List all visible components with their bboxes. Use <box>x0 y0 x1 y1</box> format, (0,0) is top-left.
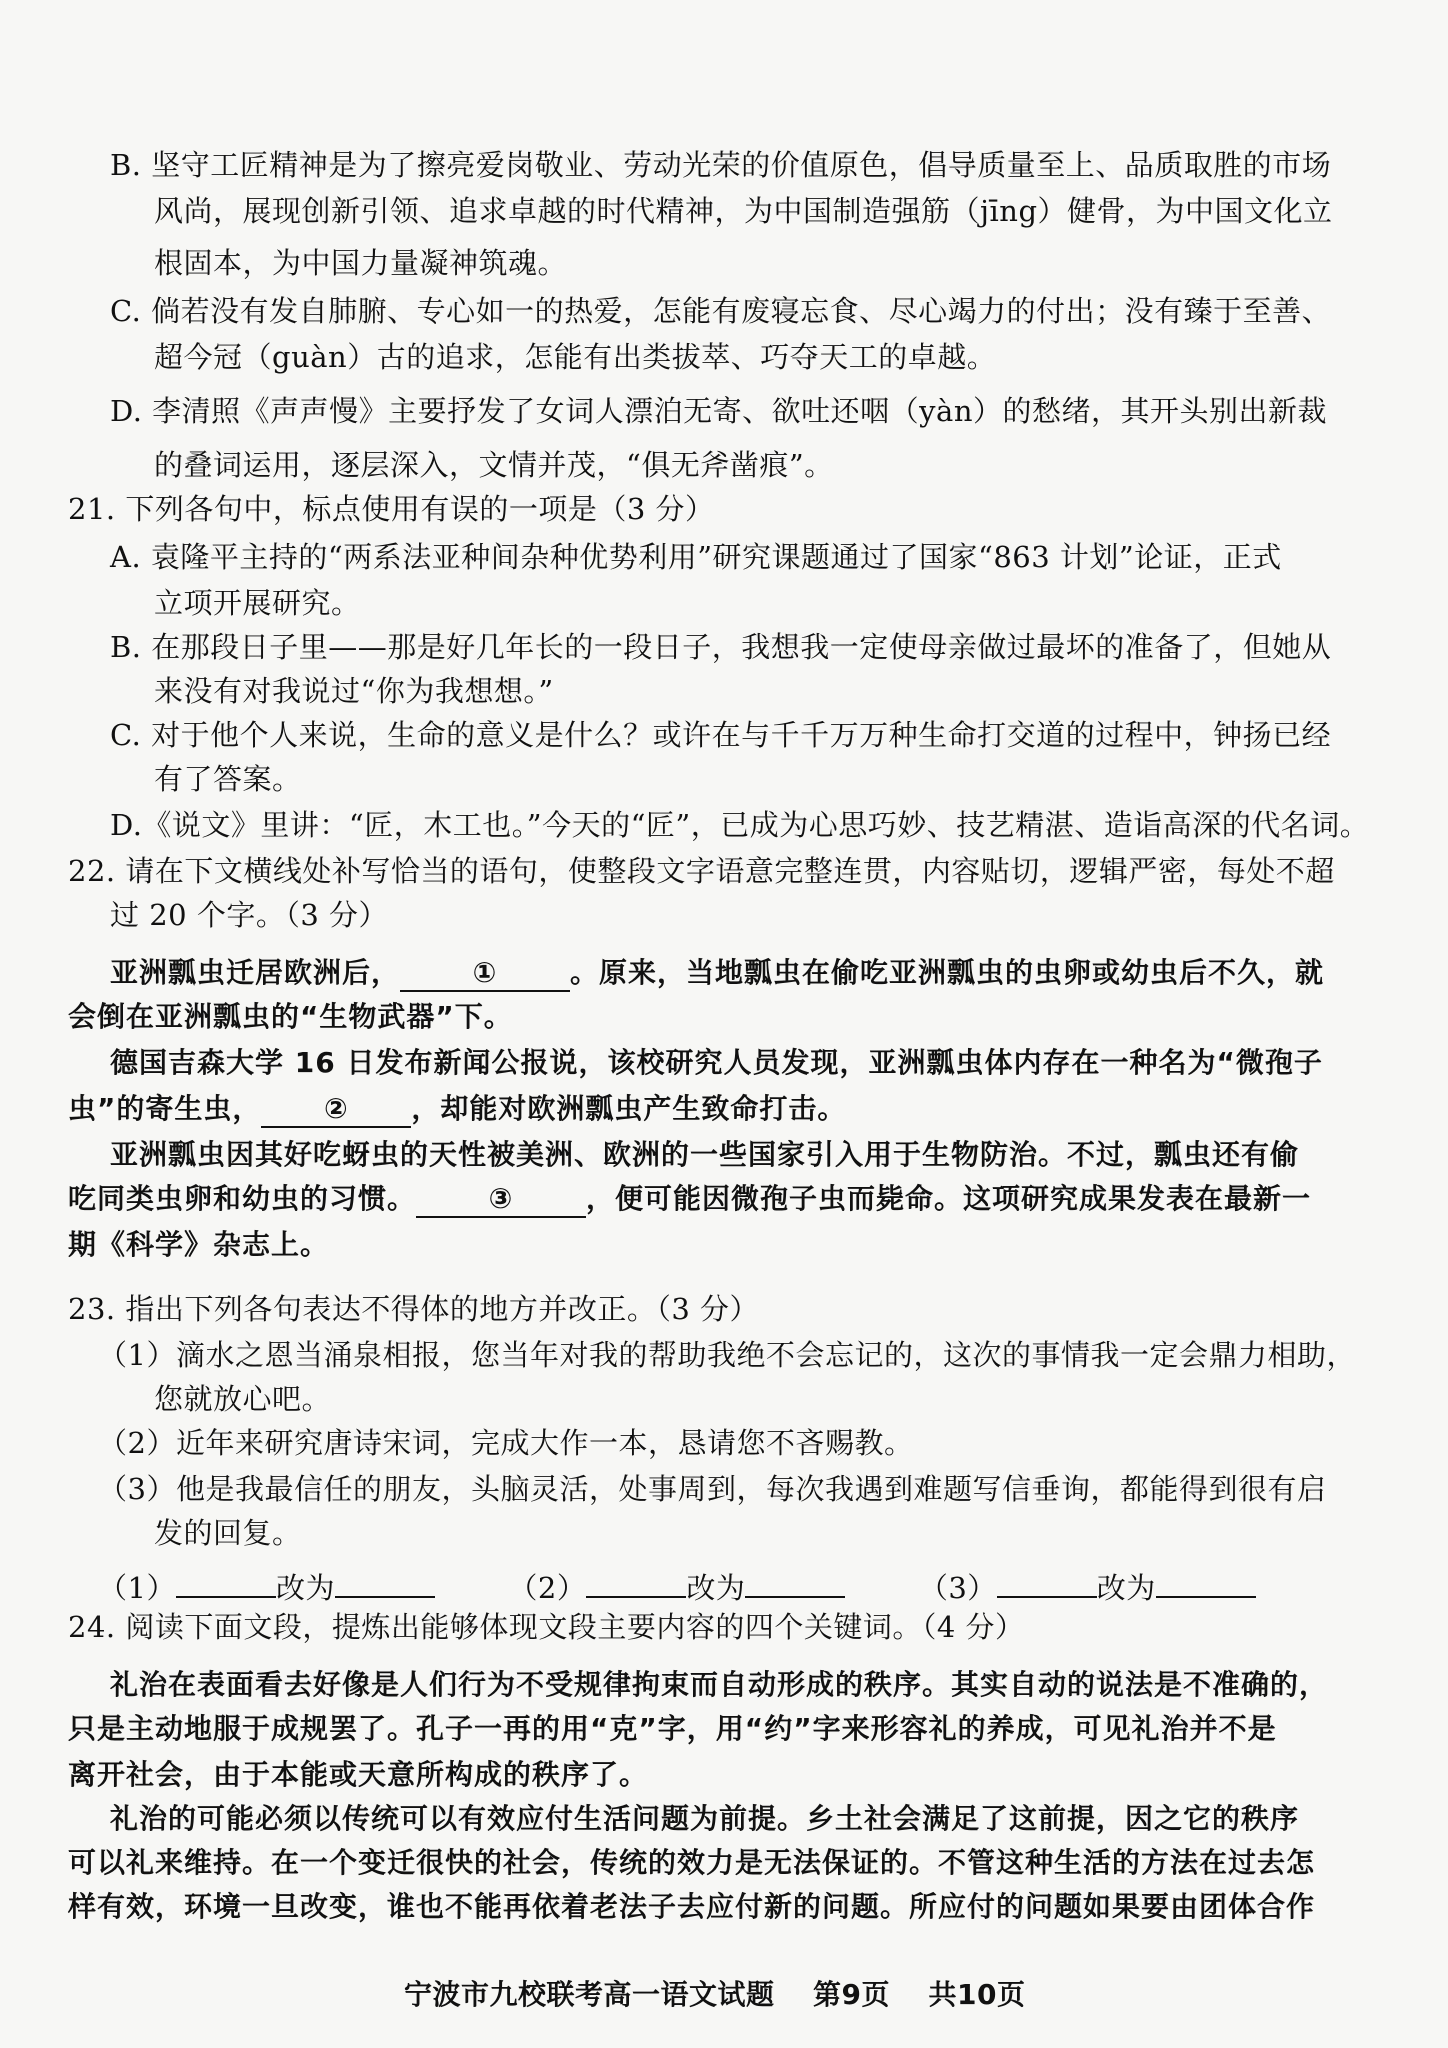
footer-exam-title: 宁波市九校联考高一语文试题 <box>404 1978 775 2011</box>
q22-blank-3[interactable]: ③ <box>416 1184 586 1218</box>
footer-page-number: 第9页 <box>813 1978 890 2011</box>
q20-option-b-line2: 风尚，展现创新引领、追求卓越的时代精神，为中国制造强筋（jīng）健骨，为中国文化立 <box>154 194 1333 228</box>
q24-stem: 24. 阅读下面文段，提炼出能够体现文段主要内容的四个关键词。（4 分） <box>68 1610 1025 1644</box>
q24-passage-p2-line1: 礼治的可能必须以传统可以有效应付生活问题为前提。乡土社会满足了这前提，因之它的秩序 <box>110 1802 1300 1835</box>
q22-p3-text-b: ，便可能因微孢子虫而毙命。这项研究成果发表在最新一 <box>586 1182 1312 1215</box>
q22-passage-p1-line2: 会倒在亚洲瓢虫的“生物武器”下。 <box>68 1000 513 1033</box>
q21-option-d-line1: D.《说文》里讲：“匠，木工也。”今天的“匠”，已成为心思巧妙、技艺精湛、造诣高深的代名词。 <box>110 808 1370 842</box>
q21-option-a-line2: 立项开展研究。 <box>154 586 361 620</box>
footer-page-total: 共10页 <box>928 1978 1026 2011</box>
q22-blank-2[interactable]: ② <box>261 1094 411 1128</box>
q20-option-d-line2: 的叠词运用，逐层深入，文情并茂，“俱无斧凿痕”。 <box>154 448 834 482</box>
q22-p2-text-a: 虫”的寄生虫， <box>68 1092 262 1125</box>
q23-answer-1-change: 改为 <box>275 1571 335 1605</box>
q22-passage-p3-line1: 亚洲瓢虫因其好吃蚜虫的天性被美洲、欧洲的一些国家引入用于生物防治。不过，瓢虫还有偷 <box>110 1138 1300 1171</box>
q23-sentence-2: （2）近年来研究唐诗宋词，完成大作一本，恳请您不吝赐教。 <box>98 1426 914 1460</box>
q22-p3-text-a: 吃同类虫卵和幼虫的习惯。 <box>68 1182 417 1215</box>
q23-answer-1-label: （1） <box>98 1571 176 1605</box>
q21-option-b-line2: 来没有对我说过“你为我想想。” <box>154 674 554 708</box>
q22-stem-line2: 过 20 个字。（3 分） <box>110 898 389 932</box>
q23-sentence-3-line2: 发的回复。 <box>154 1516 302 1550</box>
q24-passage-p1-line3: 离开社会，由于本能或天意所构成的秩序了。 <box>68 1758 649 1791</box>
q23-answer-3-original[interactable] <box>997 1564 1097 1598</box>
q22-stem-line1: 22. 请在下文横线处补写恰当的语句，使整段文字语意完整连贯，内容贴切，逻辑严密，每处不超 <box>68 854 1335 888</box>
q21-stem: 21. 下列各句中，标点使用有误的一项是（3 分） <box>68 492 715 526</box>
q23-answer-2-revised[interactable] <box>745 1564 845 1598</box>
q23-stem: 23. 指出下列各句表达不得体的地方并改正。（3 分） <box>68 1292 760 1326</box>
q22-passage-p2-line2 <box>68 1090 846 1128</box>
q21-option-b-line1: B. 在那段日子里——那是好几年长的一段日子，我想我一定使母亲做过最坏的准备了，但她从 <box>110 630 1332 664</box>
q22-p1-text-a: 亚洲瓢虫迁居欧洲后， <box>110 956 401 989</box>
q22-passage-p3-line2 <box>68 1180 1311 1218</box>
q20-option-d-line1: D. 李清照《声声慢》主要抒发了女词人漂泊无寄、欲吐还咽（yàn）的愁绪，其开头别出新裁 <box>110 394 1328 428</box>
q23-answer-3-revised[interactable] <box>1156 1564 1256 1598</box>
q23-sentence-1-line1: （1）滴水之恩当涌泉相报，您当年对我的帮助我绝不会忘记的，这次的事情我一定会鼎力相助， <box>98 1338 1356 1372</box>
q22-passage-p2-line1: 德国吉森大学 16 日发布新闻公报说，该校研究人员发现，亚洲瓢虫体内存在一种名为“微孢子 <box>110 1046 1323 1079</box>
q21-option-a-line1: A. 袁隆平主持的“两系法亚种间杂种优势利用”研究课题通过了国家“863 计划”论证，正式 <box>110 540 1282 574</box>
q24-passage-p1-line1: 礼治在表面看去好像是人们行为不受规律拘束而自动形成的秩序。其实自动的说法是不准确的， <box>110 1668 1329 1701</box>
q24-passage-p2-line2: 可以礼来维持。在一个变迁很快的社会，传统的效力是无法保证的。不管这种生活的方法在过去怎 <box>68 1846 1316 1879</box>
q20-option-c-line1: C. 倘若没有发自肺腑、专心如一的热爱，怎能有废寝忘食、尽心竭力的付出；没有臻于至善、 <box>110 294 1332 328</box>
q23-answer-2-original[interactable] <box>586 1564 686 1598</box>
q23-answer-2-label: （2） <box>508 1571 587 1605</box>
q21-option-c-line1: C. 对于他个人来说，生命的意义是什么？或许在与千千万万种生命打交道的过程中，钟扬已经 <box>110 718 1332 752</box>
q21-option-c-line2: 有了答案。 <box>154 762 302 796</box>
q20-option-b-line3: 根固本，为中国力量凝神筑魂。 <box>154 246 568 280</box>
q22-p2-text-b: ，却能对欧洲瓢虫产生致命打击。 <box>411 1092 847 1125</box>
q23-answer-3-change: 改为 <box>1096 1571 1156 1605</box>
page-footer <box>404 1976 1025 2014</box>
q23-answer-3-label: （3） <box>918 1571 997 1605</box>
q20-option-c-line2: 超今冠（guàn）古的追求，怎能有出类拔萃、巧夺天工的卓越。 <box>154 340 997 374</box>
q23-answer-1-revised[interactable] <box>335 1564 435 1598</box>
q22-passage-p1-line1 <box>110 954 1324 992</box>
q24-passage-p2-line3: 样有效，环境一旦改变，谁也不能再依着老法子去应付新的问题。所应付的问题如果要由团体合作 <box>68 1890 1316 1923</box>
q22-blank-1[interactable]: ① <box>400 958 570 992</box>
q23-sentence-1-line2: 您就放心吧。 <box>154 1382 332 1416</box>
q20-option-b-line1: B. 坚守工匠精神是为了擦亮爱岗敬业、劳动光荣的价值原色，倡导质量至上、品质取胜的市场 <box>110 148 1332 182</box>
q22-p1-text-b: 。原来，当地瓢虫在偷吃亚洲瓢虫的虫卵或幼虫后不久，就 <box>570 956 1325 989</box>
q23-answer-2-change: 改为 <box>686 1571 746 1605</box>
q23-sentence-3-line1: （3）他是我最信任的朋友，头脑灵活，处事周到，每次我遇到难题写信垂询，都能得到很有启 <box>98 1472 1327 1506</box>
q22-passage-p3-line3: 期《科学》杂志上。 <box>68 1228 330 1261</box>
q24-passage-p1-line2: 只是主动地服于成规罢了。孔子一再的用“克”字，用“约”字来形容礼的养成，可见礼治并不是 <box>68 1712 1277 1745</box>
q23-answer-1-original[interactable] <box>176 1564 276 1598</box>
q23-answer-row <box>98 1564 1256 1607</box>
